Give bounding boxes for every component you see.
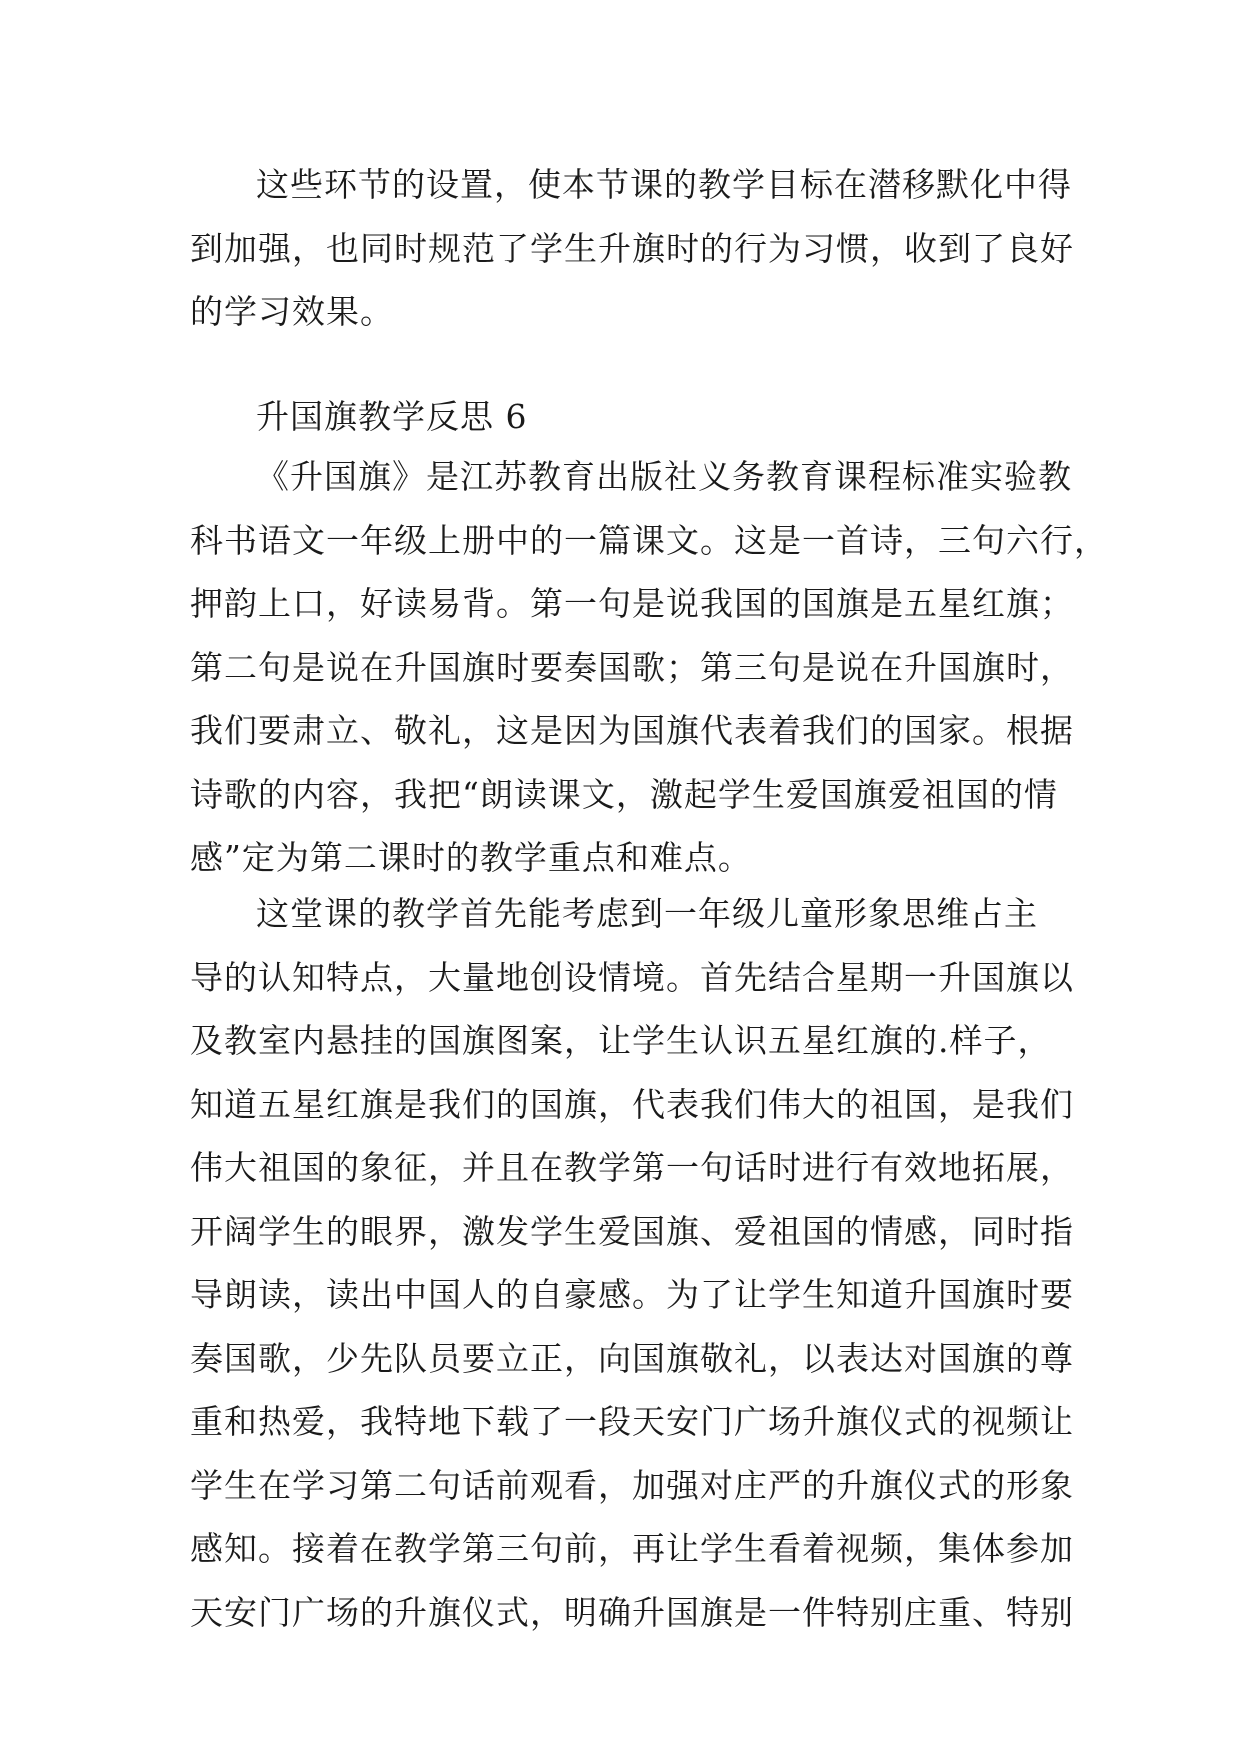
paragraph-line: 知道五星红旗是我们的国旗，代表我们伟大的祖国，是我们 — [190, 1084, 1074, 1124]
paragraph-line: 这些环节的设置，使本节课的教学目标在潜移默化中得 — [256, 165, 1072, 204]
paragraph-line: 奏国歌，少先队员要立正，向国旗敬礼，以表达对国旗的尊 — [190, 1338, 1074, 1378]
paragraph-2 — [190, 445, 1108, 890]
paragraph-line: 及教室内悬挂的国旗图案，让学生认识五星红旗的.样子， — [190, 1021, 1052, 1060]
paragraph-3 — [190, 882, 1074, 1644]
paragraph-line: 这堂课的教学首先能考虑到一年级儿童形象思维占主 — [256, 894, 1038, 933]
paragraph-line: 开阔学生的眼界，激发学生爱国旗、爱祖国的情感，同时指 — [190, 1211, 1074, 1251]
paragraph-line: 诗歌的内容，我把“朗读课文，激起学生爱国旗爱祖国的情 — [190, 774, 1058, 814]
paragraph-line: 感知。接着在教学第三句前，再让学生看着视频，集体参加 — [190, 1529, 1074, 1568]
paragraph-line: 伟大祖国的象征，并且在教学第一句话时进行有效地拓展， — [190, 1148, 1074, 1187]
paragraph-line: 导的认知特点，大量地创设情境。首先结合星期一升国旗以 — [190, 957, 1074, 997]
paragraph-line: 学生在学习第二句话前观看，加强对庄严的升旗仪式的形象 — [190, 1465, 1074, 1505]
paragraph-line: 感”定为第二课时的教学重点和难点。 — [190, 838, 752, 877]
paragraph-line: 导朗读，读出中国人的自豪感。为了让学生知道升国旗时要 — [190, 1275, 1074, 1314]
paragraph-line: 押韵上口，好读易背。第一句是说我国的国旗是五星红旗； — [190, 584, 1074, 623]
paragraph-line: 《升国旗》是江苏教育出版社义务教育课程标准实验教 — [256, 457, 1072, 496]
paragraph-line: 科书语文一年级上册中的一篇课文。这是一首诗，三句六行， — [190, 520, 1108, 560]
paragraph-line: 重和热爱，我特地下载了一段天安门广场升旗仪式的视频让 — [190, 1402, 1074, 1441]
paragraph-line: 到加强，也同时规范了学生升旗时的行为习惯，收到了良好 — [190, 228, 1074, 268]
paragraph-line: 我们要肃立、敬礼，这是因为国旗代表着我们的国家。根据 — [190, 711, 1074, 750]
paragraph-line: 天安门广场的升旗仪式，明确升国旗是一件特别庄重、特别 — [190, 1592, 1074, 1632]
paragraph-line: 第二句是说在升国旗时要奏国歌；第三句是说在升国旗时， — [190, 647, 1074, 687]
paragraph-1 — [190, 153, 1074, 344]
paragraph-line: 的学习效果。 — [190, 292, 394, 331]
section-heading: 升国旗教学反思 6 — [256, 397, 528, 436]
